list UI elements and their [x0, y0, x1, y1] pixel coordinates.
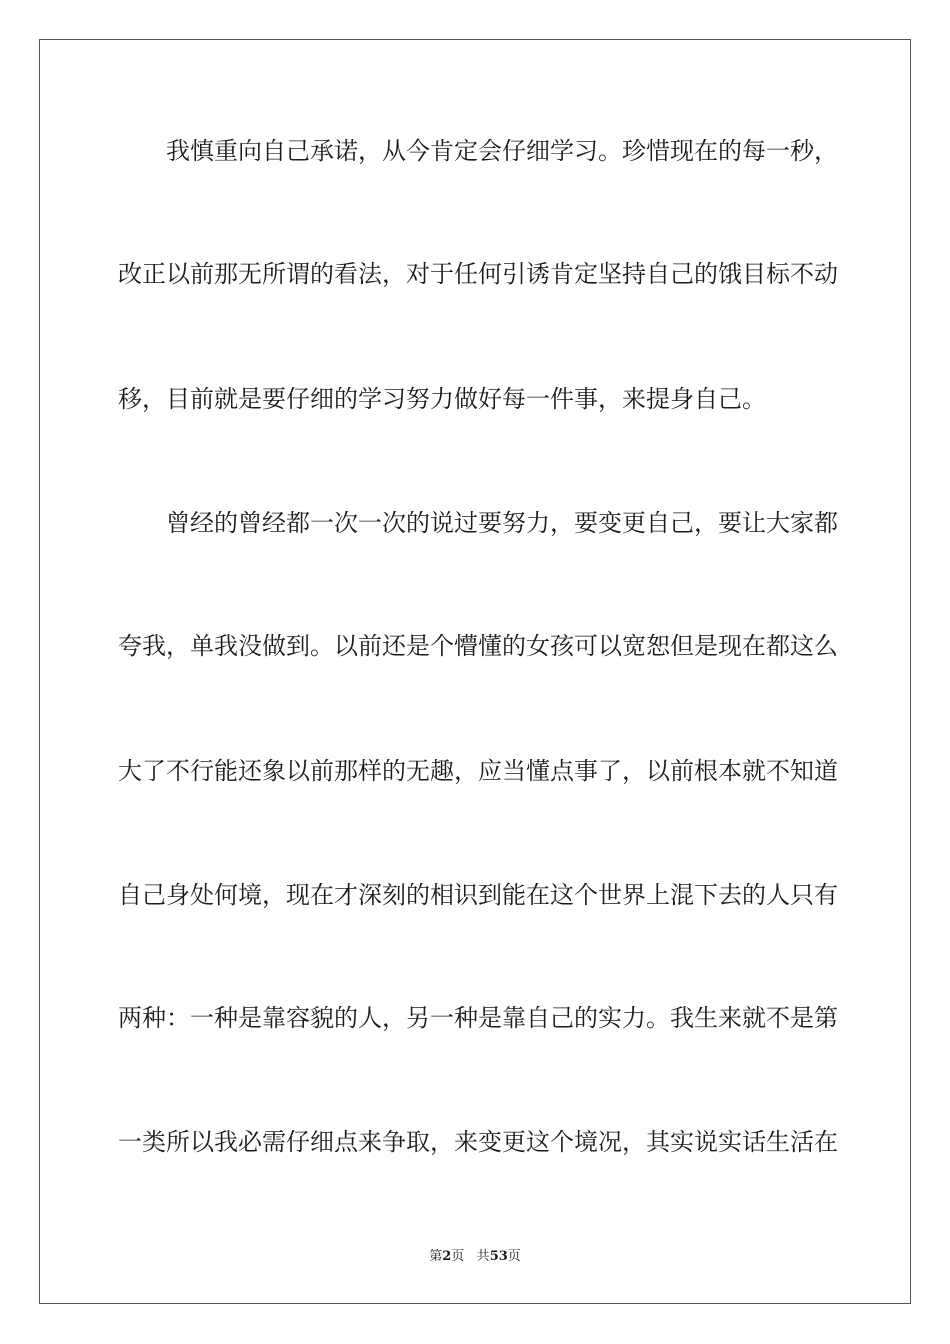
- page-footer: [0, 1248, 950, 1266]
- total-pages: 53: [489, 1249, 508, 1264]
- page-prefix: 第: [429, 1249, 443, 1264]
- paragraph-1-line-3: 移，目前就是要仔细的学习努力做好每一件事，来提身自己。: [118, 385, 766, 413]
- page-number: 2: [442, 1249, 452, 1264]
- paragraph-2-line-2: 夸我，单我没做到。以前还是个懵懂的女孩可以宽恕但是现在都这么: [118, 632, 838, 660]
- page-border: [39, 39, 911, 1304]
- paragraph-2-line-3: 大了不行能还象以前那样的无趣，应当懂点事了，以前根本就不知道: [118, 757, 838, 785]
- total-prefix: 共: [476, 1249, 490, 1264]
- paragraph-1-line-2: 改正以前那无所谓的看法，对于任何引诱肯定坚持自己的饿目标不动: [118, 260, 838, 288]
- page-suffix: 页: [451, 1249, 465, 1264]
- paragraph-2-line-1: 曾经的曾经都一次一次的说过要努力，要变更自己，要让大家都: [166, 509, 838, 537]
- paragraph-1-line-1: 我慎重向自己承诺，从今肯定会仔细学习。珍惜现在的每一秒，: [166, 137, 838, 165]
- total-suffix: 页: [507, 1249, 521, 1264]
- paragraph-2-line-5: 两种：一种是靠容貌的人，另一种是靠自己的实力。我生来就不是第: [118, 1004, 838, 1032]
- paragraph-2-line-6: 一类所以我必需仔细点来争取，来变更这个境况，其实说实话生活在: [118, 1128, 838, 1156]
- paragraph-2-line-4: 自己身处何境，现在才深刻的相识到能在这个世界上混下去的人只有: [118, 881, 838, 909]
